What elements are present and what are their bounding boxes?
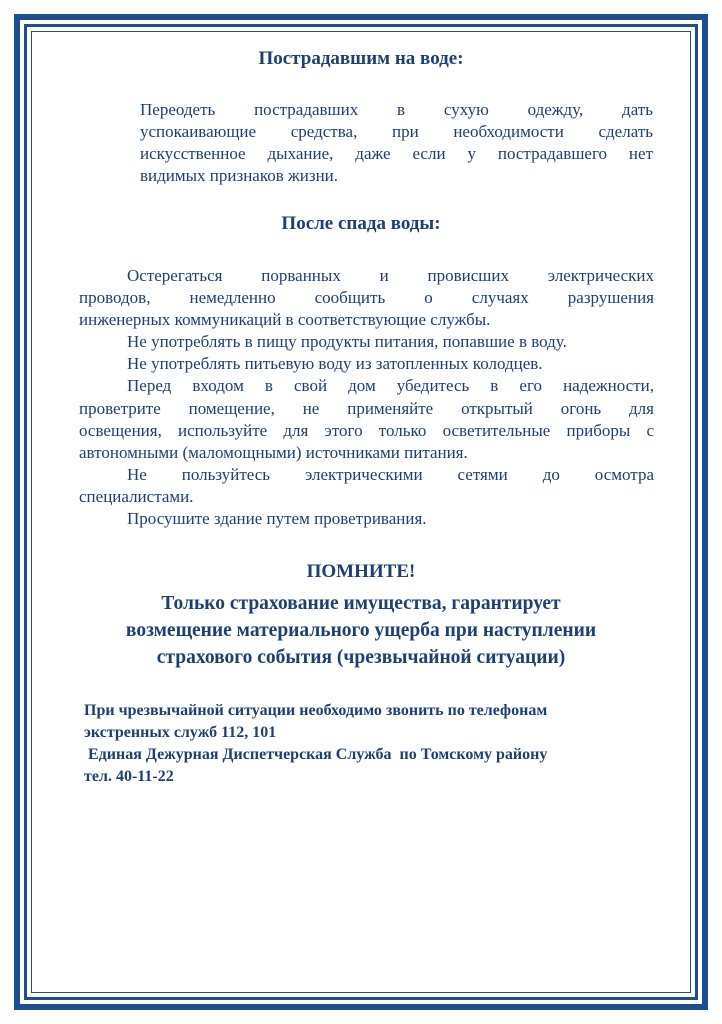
remember-line-3: страхового события (чрезвычайной ситуации) — [156, 647, 566, 668]
victims-line-3: искусственное дыхание, даже если у пострадавшего нет — [140, 144, 653, 163]
after-line-1: Остерегаться порванных и провисших электрических — [127, 266, 654, 285]
after-line-7: проветрите помещение, не применяйте открытый огонь для — [79, 399, 654, 418]
victims-line-4: видимых признаков жизни. — [140, 166, 339, 185]
after-line-10: Не пользуйтесь электрическими сетями до осмотра — [127, 465, 654, 484]
after-line-11: специалистами. — [79, 487, 194, 506]
victims-line-2: успокаивающие средства, при необходимости сделать — [140, 122, 653, 141]
remember-line-2: возмещение материального ущерба при наступлении — [125, 620, 597, 641]
contact-line-3: Единая Дежурная Диспетчерская Служба по Томскому району — [84, 746, 548, 763]
after-line-9: автономными (маломощными) источниками питания. — [79, 443, 468, 462]
after-line-12: Просушите здание путем проветривания. — [127, 509, 427, 528]
heading-after-flood: После спада воды: — [281, 213, 441, 234]
heading-victims: Пострадавшим на воде: — [258, 48, 464, 69]
remember-line-1: Только страхование имущества, гарантирует — [161, 593, 561, 614]
heading-remember: ПОМНИТЕ! — [306, 561, 416, 582]
contact-line-1: При чрезвычайной ситуации необходимо звонить по телефонам — [84, 702, 548, 719]
after-line-3: инженерных коммуникаций в соответствующие службы. — [79, 310, 491, 329]
after-line-8: освещения, используйте для этого только осветительные приборы с — [79, 421, 654, 440]
after-line-5: Не употреблять питьевую воду из затопленных колодцев. — [127, 354, 543, 373]
victims-line-1: Переодеть пострадавших в сухую одежду, дать — [140, 100, 653, 119]
after-line-6: Перед входом в свой дом убедитесь в его надежности, — [127, 376, 654, 395]
contact-line-2: экстренных служб 112, 101 — [84, 724, 277, 741]
after-line-2: проводов, немедленно сообщить о случаях разрушения — [79, 288, 654, 307]
after-line-4: Не употреблять в пищу продукты питания, попавшие в воду. — [127, 332, 567, 351]
contact-line-4: тел. 40-11-22 — [84, 768, 174, 785]
